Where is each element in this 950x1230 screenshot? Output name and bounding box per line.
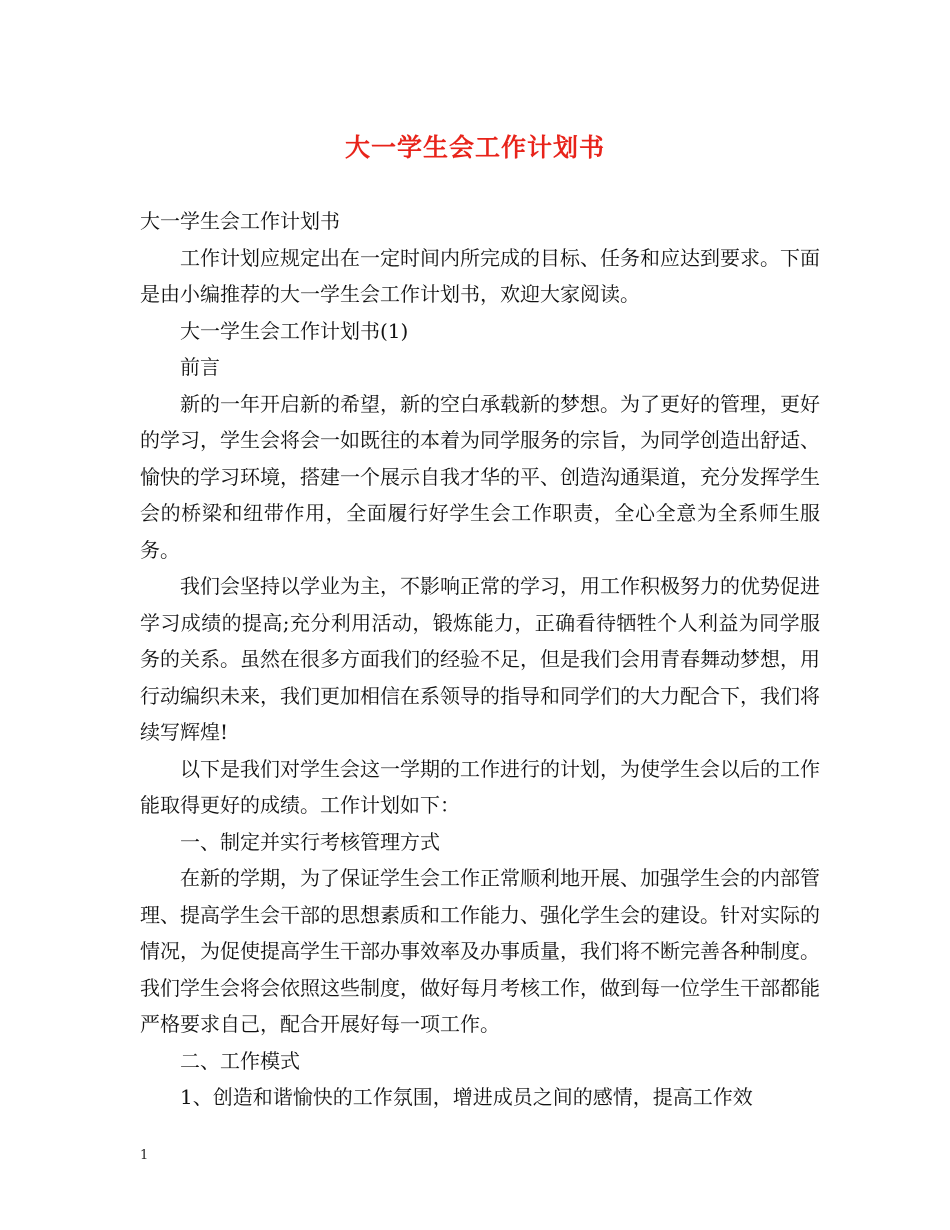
paragraph-plan-intro: 以下是我们对学生会这一学期的工作进行的计划，为使学生会以后的工作能取得更好的成绩。工作计划如下： <box>140 756 820 817</box>
paragraph-item-one: 1、创造和谐愉快的工作氛围，增进成员之间的感情，提高工作效 <box>180 1085 753 1109</box>
paragraph-intro: 工作计划应规定出在一定时间内所完成的目标、任务和应达到要求。下面是由小编推荐的大一学生会工作计划书，欢迎大家阅读。 <box>140 245 820 306</box>
document-body <box>140 203 820 1116</box>
paragraph-preface-body: 新的一年开启新的希望，新的空白承载新的梦想。为了更好的管理，更好的学习，学生会将会一如既往的本着为同学服务的宗旨，为同学创造出舒适、愉快的学习环境，搭建一个展示自我才华的平、创造沟通渠道，充分发挥学生会的桥梁和纽带作用，全面履行好学生会工作职责，全心全意为全系师生服务。 <box>140 391 820 562</box>
page-number: 1 <box>140 1148 149 1163</box>
paragraph-subtitle: 大一学生会工作计划书 <box>140 209 340 233</box>
paragraph-heading-two: 二、工作模式 <box>180 1048 300 1073</box>
paragraph-section-heading: 大一学生会工作计划书(1) <box>180 318 409 343</box>
paragraph-preface-heading: 前言 <box>180 355 220 379</box>
paragraph-commitment: 我们会坚持以学业为主，不影响正常的学习，用工作积极努力的优势促进学习成绩的提高;充分利用活动，锻炼能力，正确看待牺牲个人利益为同学服务的关系。虽然在很多方面我们的经验不足，但是我们会用青春舞动梦想，用行动编织未来，我们更加相信在系领导的指导和同学们的大力配合下，我们将续写辉煌! <box>140 574 820 744</box>
paragraph-heading-one: 一、制定并实行考核管理方式 <box>180 829 440 854</box>
document-title: 大一学生会工作计划书 <box>344 133 605 162</box>
paragraph-assessment-body: 在新的学期，为了保证学生会工作正常顺利地开展、加强学生会的内部管理、提高学生会干部的思想素质和工作能力、强化学生会的建设。针对实际的情况，为促使提高学生干部办事效率及办事质量，我们将不断完善各种制度。我们学生会将会依照这些制度，做好每月考核工作，做到每一位学生干部都能严格要求自己，配合开展好每一项工作。 <box>140 866 820 1036</box>
